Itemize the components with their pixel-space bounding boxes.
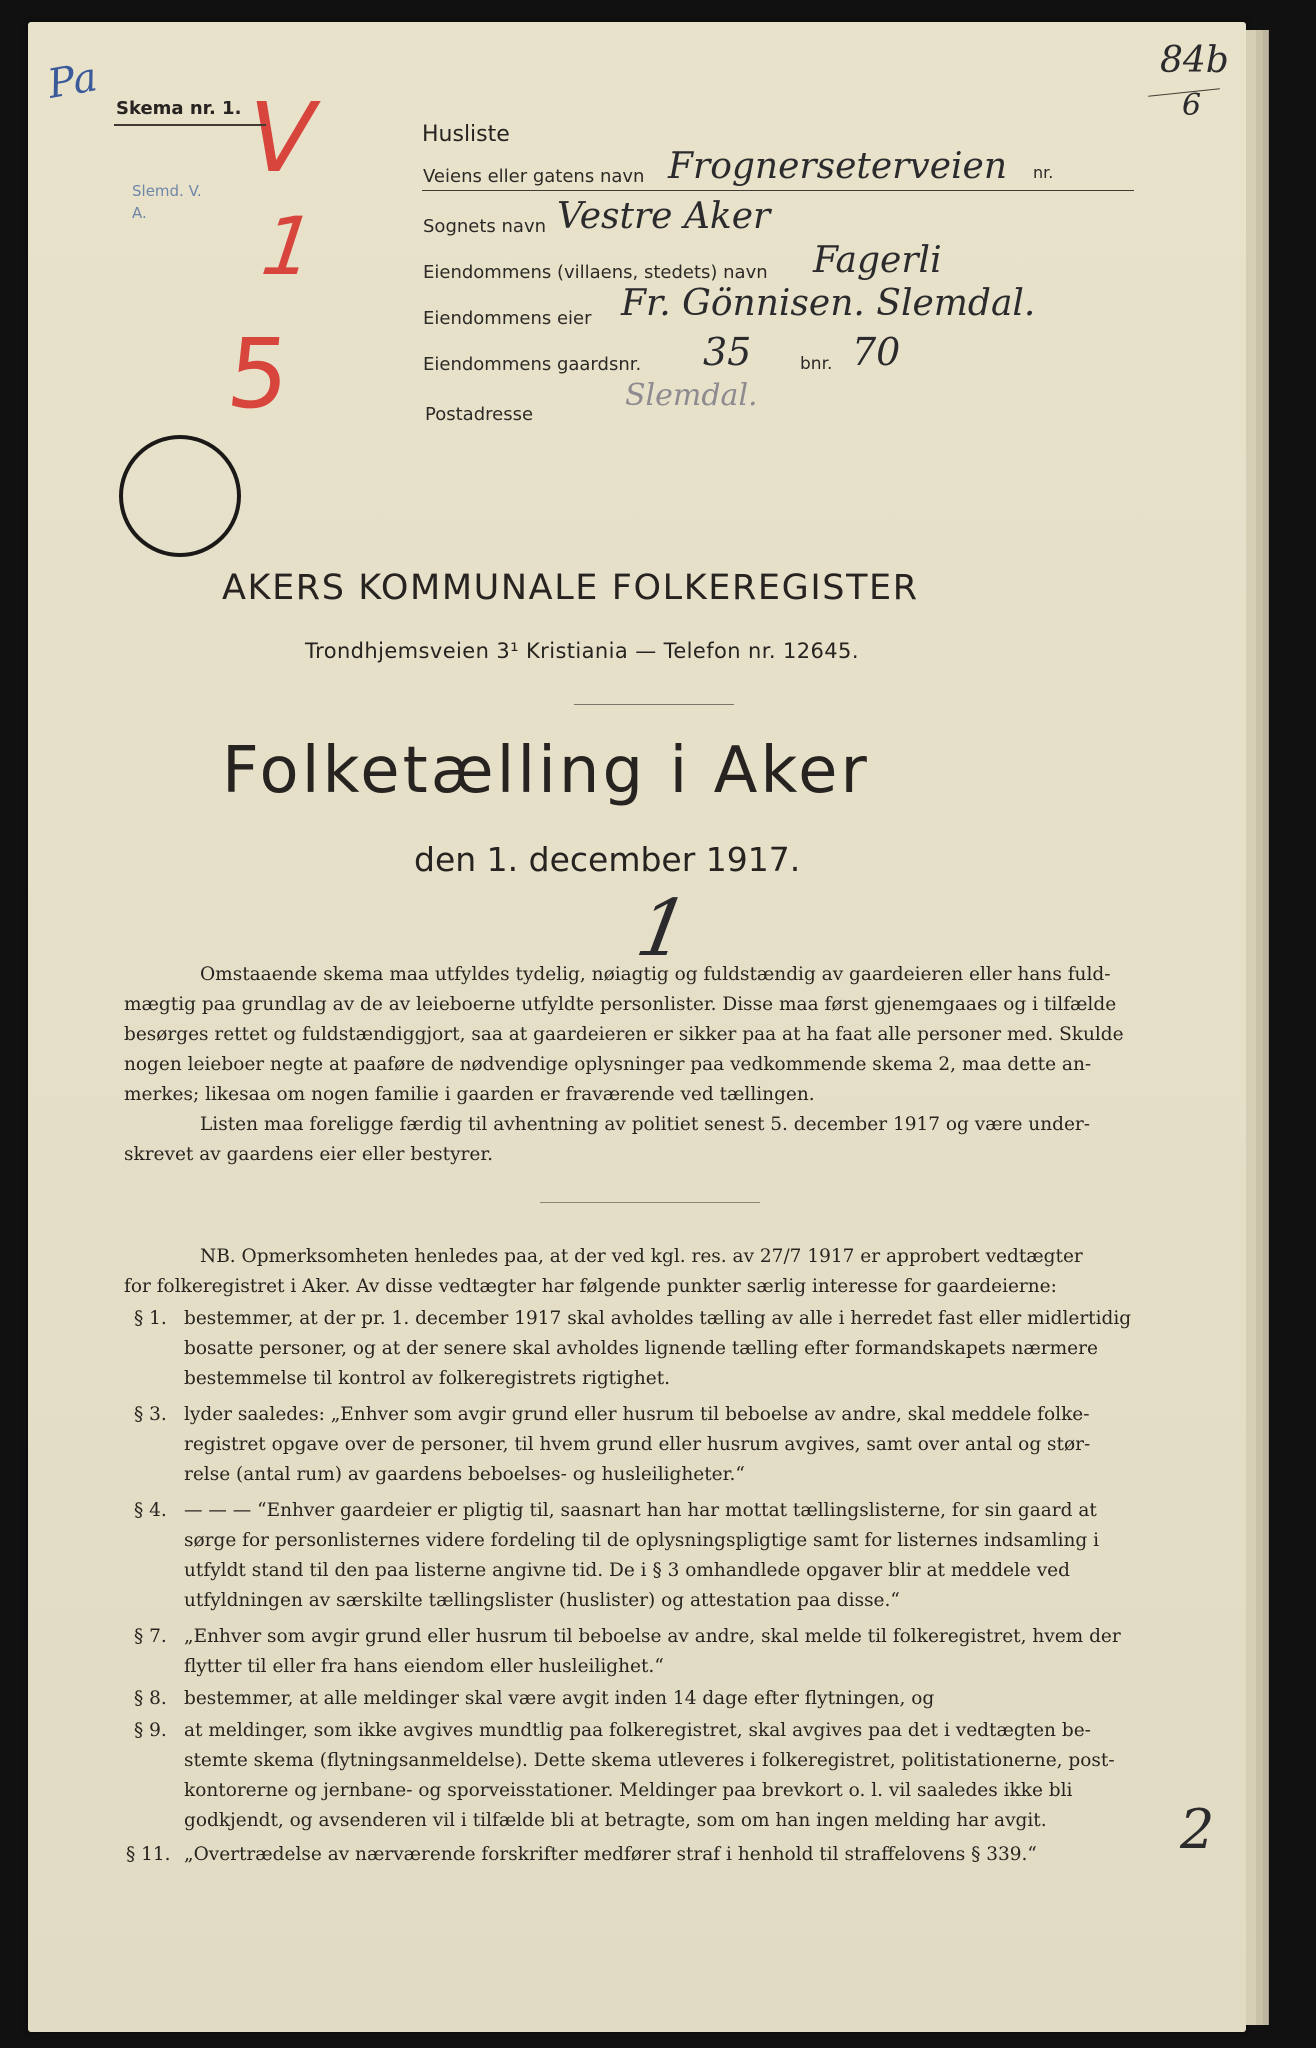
field-label-property-name: Eiendommens (villaens, stedets) navn xyxy=(423,262,768,283)
divider xyxy=(540,1202,760,1203)
page-edge xyxy=(1263,30,1269,2025)
paragraph-number: § 11. xyxy=(126,1844,171,1865)
field-label-owner: Eiendommens eier xyxy=(423,308,592,329)
census-date: den 1. december 1917. xyxy=(414,840,801,879)
field-label-gaardsnr: Eiendommens gaardsnr. xyxy=(423,354,642,375)
paragraph-line: bestemmer, at alle meldinger skal være avgit inden 14 dage efter flytningen, og xyxy=(184,1688,935,1709)
intro-line: Omstaaende skema maa utfyldes tydelig, nøiagtig og fuldstændig av gaardeieren eller hans fuld- xyxy=(200,964,1111,985)
form-label: Skema nr. 1. xyxy=(116,98,242,119)
center-mark: 1 xyxy=(630,884,696,974)
red-mark-v: V xyxy=(236,82,326,194)
paragraph-line: kontorerne og jernbane- og sporveisstationer. Meldinger paa brevkort o. l. vil saaledes ikke bli xyxy=(184,1780,1073,1801)
paragraph-line: „Overtrædelse av nærværende forskrifter medfører straf i henhold til straffelovens § 339.“ xyxy=(184,1844,1037,1865)
nb-line: for folkeregistret i Aker. Av disse vedtægter har følgende punkter særlig interesse for gaardeierne: xyxy=(124,1276,1057,1297)
field-value-gaardsnr: 35 xyxy=(703,330,752,374)
field-value-parish: Vestre Aker xyxy=(557,196,771,237)
intro-line: Listen maa foreligge færdig til avhentning av politiet senest 5. december 1917 og være under- xyxy=(200,1114,1090,1135)
field-value-postal: Slemdal. xyxy=(625,378,758,413)
nb-line: NB. Opmerksomheten henledes paa, at der ved kgl. res. av 27/7 1917 er approbert vedtægter xyxy=(200,1246,1083,1267)
paragraph-line: godkjendt, og avsenderen vil i tilfælde bli at betragte, som om han ingen melding har avgit. xyxy=(184,1810,1047,1831)
paragraph-line: bosatte personer, og at der senere skal avholdes lignende tælling efter formandskapets nærmere xyxy=(184,1338,1098,1359)
intro-line: merkes; likesaa om nogen familie i gaarden er fraværende ved tællingen. xyxy=(124,1084,815,1105)
paragraph-line: „Enhver som avgir grund eller husrum til beboelse av andre, skal melde til folkeregistret, hvem der xyxy=(184,1626,1121,1647)
field-label-street: Veiens eller gatens navn xyxy=(423,166,645,187)
paragraph-line: lyder saaledes: „Enhver som avgir grund eller husrum til beboelse av andre, skal meddele folke- xyxy=(184,1404,1090,1425)
paragraph-line: at meldinger, som ikke avgives mundtlig paa folkeregistret, skal avgives paa det i vedtægten be- xyxy=(184,1720,1091,1741)
paragraph-number: § 3. xyxy=(134,1404,167,1425)
field-value-bnr: 70 xyxy=(852,330,901,374)
red-mark-one: 1 xyxy=(246,200,329,293)
paragraph-number: § 4. xyxy=(134,1500,167,1521)
paragraph-line: relse (antal rum) av gaardens beboelses- og husleiligheter.“ xyxy=(184,1464,745,1485)
intro-line: besørges rettet og fuldstændiggjort, saa at gaardeieren er sikker paa at ha faat alle personer med. Skulde xyxy=(124,1024,1124,1045)
bottom-page-number: 2 xyxy=(1180,1798,1215,1861)
paragraph-line: stemte skema (flytningsanmeldelse). Dette skema utleveres i folkeregistret, politistationerne, post- xyxy=(184,1750,1115,1771)
paragraph-line: utfyldt stand til den paa listerne angivne tid. De i § 3 omhandlede opgaver blir at meddele ved xyxy=(184,1560,1070,1581)
page-title: Folketælling i Aker xyxy=(222,734,870,808)
margin-mark: Pa xyxy=(44,54,101,108)
page-number: 84b xyxy=(1160,40,1229,81)
office-address: Trondhjemsveien 3¹ Kristiania — Telefon nr. 12645. xyxy=(305,639,859,663)
paragraph-line: bestemmelse til kontrol av folkeregistrets rigtighet. xyxy=(184,1368,671,1389)
field-label-bnr: bnr. xyxy=(800,354,833,374)
circle-mark xyxy=(116,432,246,562)
red-mark-five: 5 xyxy=(222,318,295,430)
paragraph-number: § 7. xyxy=(134,1626,167,1647)
field-value-property-name: Fagerli xyxy=(813,240,942,281)
field-label-parish: Sognets navn xyxy=(423,216,547,237)
field-rule-street xyxy=(422,190,1134,191)
paragraph-line: — — — “Enhver gaardeier er pligtig til, saasnart han har mottat tællingslisterne, for sin gaard at xyxy=(184,1500,1097,1521)
intro-line: mægtig paa grundlag av de av leieboerne utfyldte personlister. Disse maa først gjenemgaaes og i tilfælde xyxy=(124,994,1117,1015)
intro-line: skrevet av gaardens eier eller bestyrer. xyxy=(124,1144,494,1165)
paragraph-line: bestemmer, at der pr. 1. december 1917 skal avholdes tælling av alle i herredet fast eller midlertidig xyxy=(184,1308,1132,1329)
form-label-underline xyxy=(114,124,266,126)
paragraph-number: § 8. xyxy=(134,1688,167,1709)
paragraph-line: registret opgave over de personer, til hvem grund eller husrum avgives, samt over antal og stør- xyxy=(184,1434,1091,1455)
field-value-owner: Fr. Gönnisen. Slemdal. xyxy=(621,283,1036,324)
field-label-street-nr: nr. xyxy=(1033,163,1054,182)
intro-line: nogen leieboer negte at paaføre de nødvendige oplysninger paa vedkommende skema 2, maa dette an- xyxy=(124,1054,1092,1075)
paragraph-number: § 1. xyxy=(134,1308,167,1329)
paragraph-line: sørge for personlisternes videre fordeling til de oplysningspligtige samt for listernes indsamling i xyxy=(184,1530,1100,1551)
paragraph-line: utfyldningen av særskilte tællingslister (huslister) og attestation paa disse.“ xyxy=(184,1590,900,1611)
paragraph-number: § 9. xyxy=(134,1720,167,1741)
paragraph-line: flytter til eller fra hans eiendom eller husleilighet.“ xyxy=(184,1656,664,1677)
divider xyxy=(574,704,734,705)
field-label-postal: Postadresse xyxy=(425,404,534,425)
stamp: Slemd. V. A. xyxy=(132,182,202,222)
office-name: AKERS KOMMUNALE FOLKEREGISTER xyxy=(222,568,919,608)
list-title: Husliste xyxy=(422,122,510,147)
page-number-sub: 6 xyxy=(1182,88,1202,123)
field-value-street: Frognerseterveien xyxy=(668,146,1008,187)
